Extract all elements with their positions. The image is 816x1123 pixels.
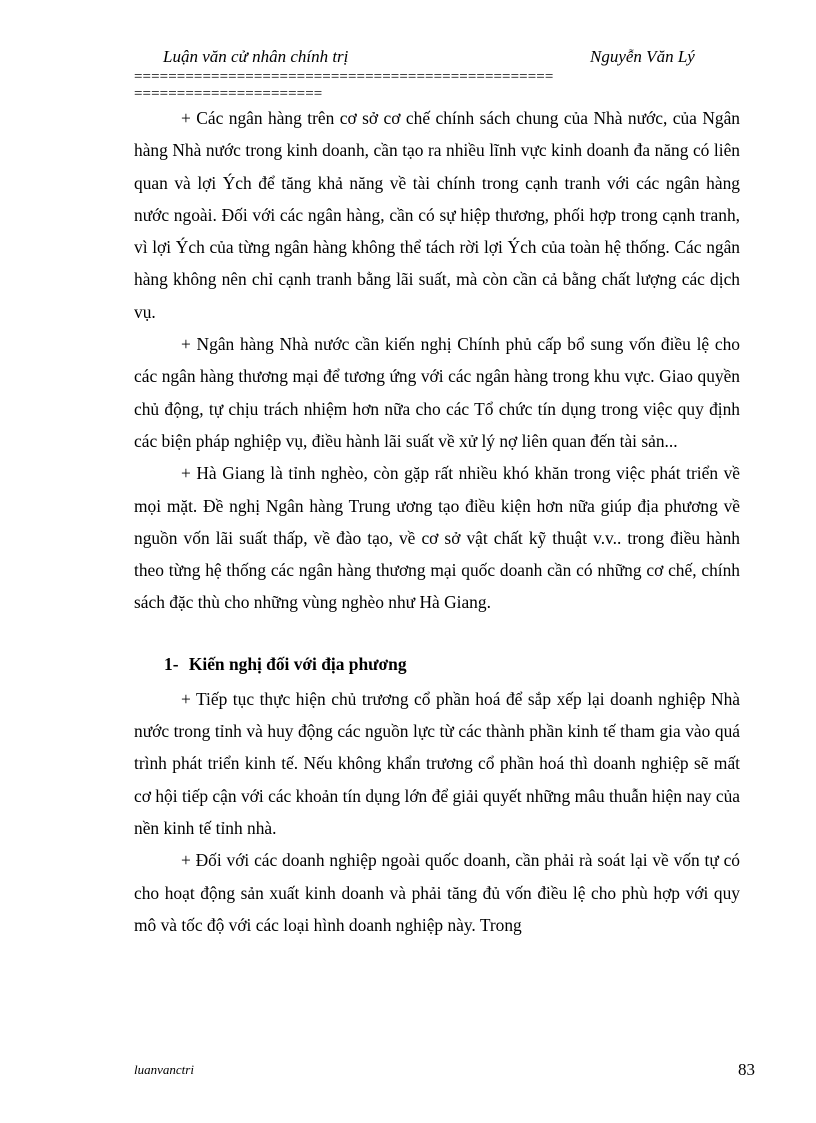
paragraph-ha-giang-support: + Hà Giang là tỉnh nghèo, còn gặp rất nhiều khó khăn trong việc phát triển về mọi mặt. Đề nghị Ngân hàng Trung ương tạo điều kiện hơn nữa giúp địa phương về nguồn vốn lãi suất thấp, về đào tạo, về cơ sở vật chất kỹ thuật v.v.. trong điều hành theo từng hệ thống các ngân hàng thương mại quốc doanh cần có những cơ chế, chính sách đặc thù cho những vùng nghèo như Hà Giang. bbox=[134, 463, 740, 613]
page-number: 83 bbox=[738, 1060, 755, 1079]
header-author: Nguyễn Văn Lý bbox=[590, 47, 695, 66]
header-thesis-title: Luận văn cử nhân chính trị bbox=[163, 47, 349, 66]
footer-source: luanvanctri bbox=[134, 1062, 194, 1077]
section-number: 1- bbox=[164, 653, 179, 674]
section-title: Kiến nghị đối với địa phương bbox=[188, 653, 407, 674]
paragraph-banks-competition: + Các ngân hàng trên cơ sở cơ chế chính sách chung của Nhà nước, của Ngân hàng Nhà nước trong kinh doanh, cần tạo ra nhiều lĩnh vực kinh doanh đa năng có liên quan và lợi Ých để tăng khả năng về tài chính trong cạnh tranh với các ngân hàng nước ngoài. Đối với các ngân hàng, cần có sự hiệp thương, phối hợp trong cạnh tranh, vì lợi Ých của từng ngân hàng không thể tách rời lợi Ých của toàn hệ thống. Các ngân hàng không nên chỉ cạnh tranh bằng lãi suất, mà còn cần cả bằng chất lượng các dịch vụ. bbox=[134, 108, 740, 322]
section-heading bbox=[164, 649, 740, 679]
header-rule-line-1: ================================================= bbox=[134, 69, 554, 85]
header-rule-line-2: ====================== bbox=[134, 86, 323, 102]
paragraph-state-bank-capital: + Ngân hàng Nhà nước cần kiến nghị Chính phủ cấp bổ sung vốn điều lệ cho các ngân hàng thương mại để tương ứng với các ngân hàng trong khu vực. Giao quyền chủ động, tự chịu trách nhiệm hơn nữa cho các Tổ chức tín dụng trong việc quy định các biện pháp nghiệp vụ, điều hành lãi suất về xử lý nợ liên quan đến tài sản... bbox=[134, 334, 740, 451]
paragraph-private-enterprises: + Đối với các doanh nghiệp ngoài quốc doanh, cần phải rà soát lại về vốn tự có cho hoạt động sản xuất kinh doanh và phải tăng đủ vốn điều lệ cho phù hợp với quy mô và tốc độ với các loại hình doanh nghiệp này. Trong bbox=[134, 850, 740, 935]
paragraph-equitization: + Tiếp tục thực hiện chủ trương cổ phần hoá để sắp xếp lại doanh nghiệp Nhà nước trong tỉnh và huy động các nguồn lực từ các thành phần kinh tế tham gia vào quá trình phát triển kinh tế. Nếu không khẩn trương cổ phần hoá thì doanh nghiệp sẽ mất cơ hội tiếp cận với các khoản tín dụng lớn để giải quyết những mâu thuẫn hiện nay của nền kinh tế tỉnh nhà. bbox=[134, 688, 740, 838]
page-body bbox=[134, 102, 740, 941]
